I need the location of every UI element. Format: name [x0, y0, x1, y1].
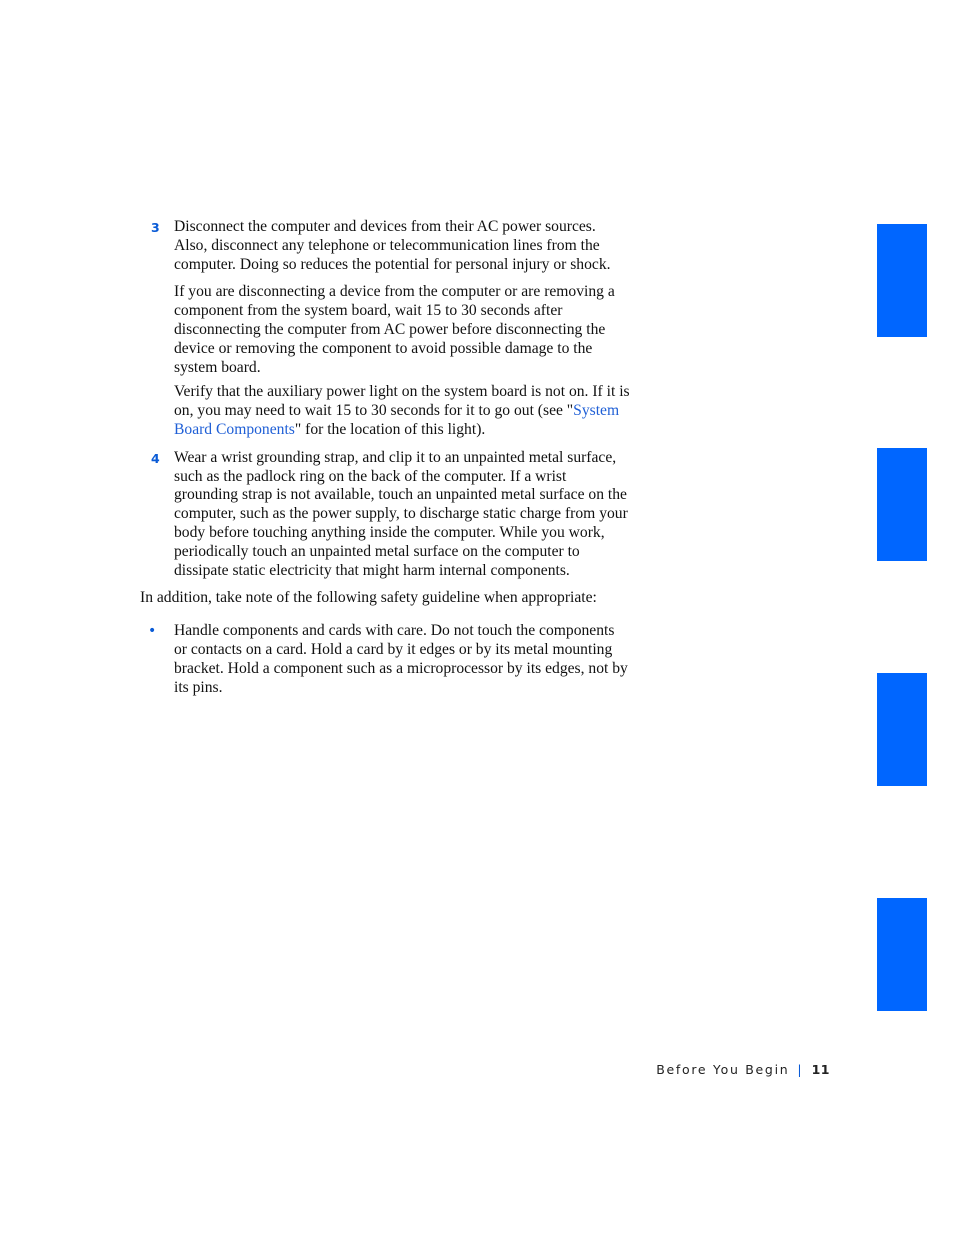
- paragraph-text-after: " for the location of this light).: [294, 420, 486, 438]
- paragraph-text-before: Verify that the auxiliary power light on the system board is not on. If it is on, you may need to wait 15 to 30 seconds for it to go out (see ": [174, 383, 630, 420]
- bullet-icon: •: [148, 623, 157, 640]
- side-tab-4: [877, 898, 927, 1011]
- step-3: [140, 218, 629, 274]
- page-number: 11: [811, 1062, 830, 1077]
- step-text: Wear a wrist grounding strap, and clip it to an unpainted metal surface, such as the padlock ring on the back of the computer. If a wrist grounding strap is not available, touch an unpainted metal surface on the computer, such as the power supply, to discharge static charge from your body before touching anything inside the computer. While you work, periodically touch an unpainted metal surface on the computer to dissipate static electricity that might harm internal components.: [174, 448, 628, 579]
- bullet-item: [140, 622, 629, 697]
- bullet-text: Handle components and cards with care. Do not touch the components or contacts on a card. Hold a card by it edges or by its metal mounting bracket. Hold a component such as a microprocessor by its edges, not by its pins.: [174, 622, 628, 696]
- footer-separator: |: [797, 1062, 802, 1077]
- side-tab-3: [877, 673, 927, 786]
- step-4: [140, 449, 633, 581]
- system-board-components-link[interactable]: System Board Components: [174, 402, 620, 438]
- step-number: 3: [151, 220, 160, 235]
- page-footer: [656, 1062, 830, 1077]
- step-3-paragraph-2: If you are disconnecting a device from the computer or are removing a component from the system board, wait 15 to 30 seconds after disconnecting the computer from AC power before disconnecting the device or removing the component to avoid possible damage to the system board.: [174, 283, 615, 376]
- footer-section-title: Before You Begin: [656, 1062, 790, 1077]
- page-content: [140, 218, 640, 697]
- step-text: Disconnect the computer and devices from their AC power sources. Also, disconnect any telephone or telecommunication lines from the computer. Doing so reduces the potential for personal injury or shock.: [174, 218, 611, 273]
- side-tab-1: [877, 224, 927, 337]
- step-3-paragraph-3: [140, 383, 630, 439]
- side-tab-2: [877, 448, 927, 561]
- intro-text: In addition, take note of the following safety guideline when appropriate:: [140, 589, 597, 607]
- step-number: 4: [151, 450, 160, 466]
